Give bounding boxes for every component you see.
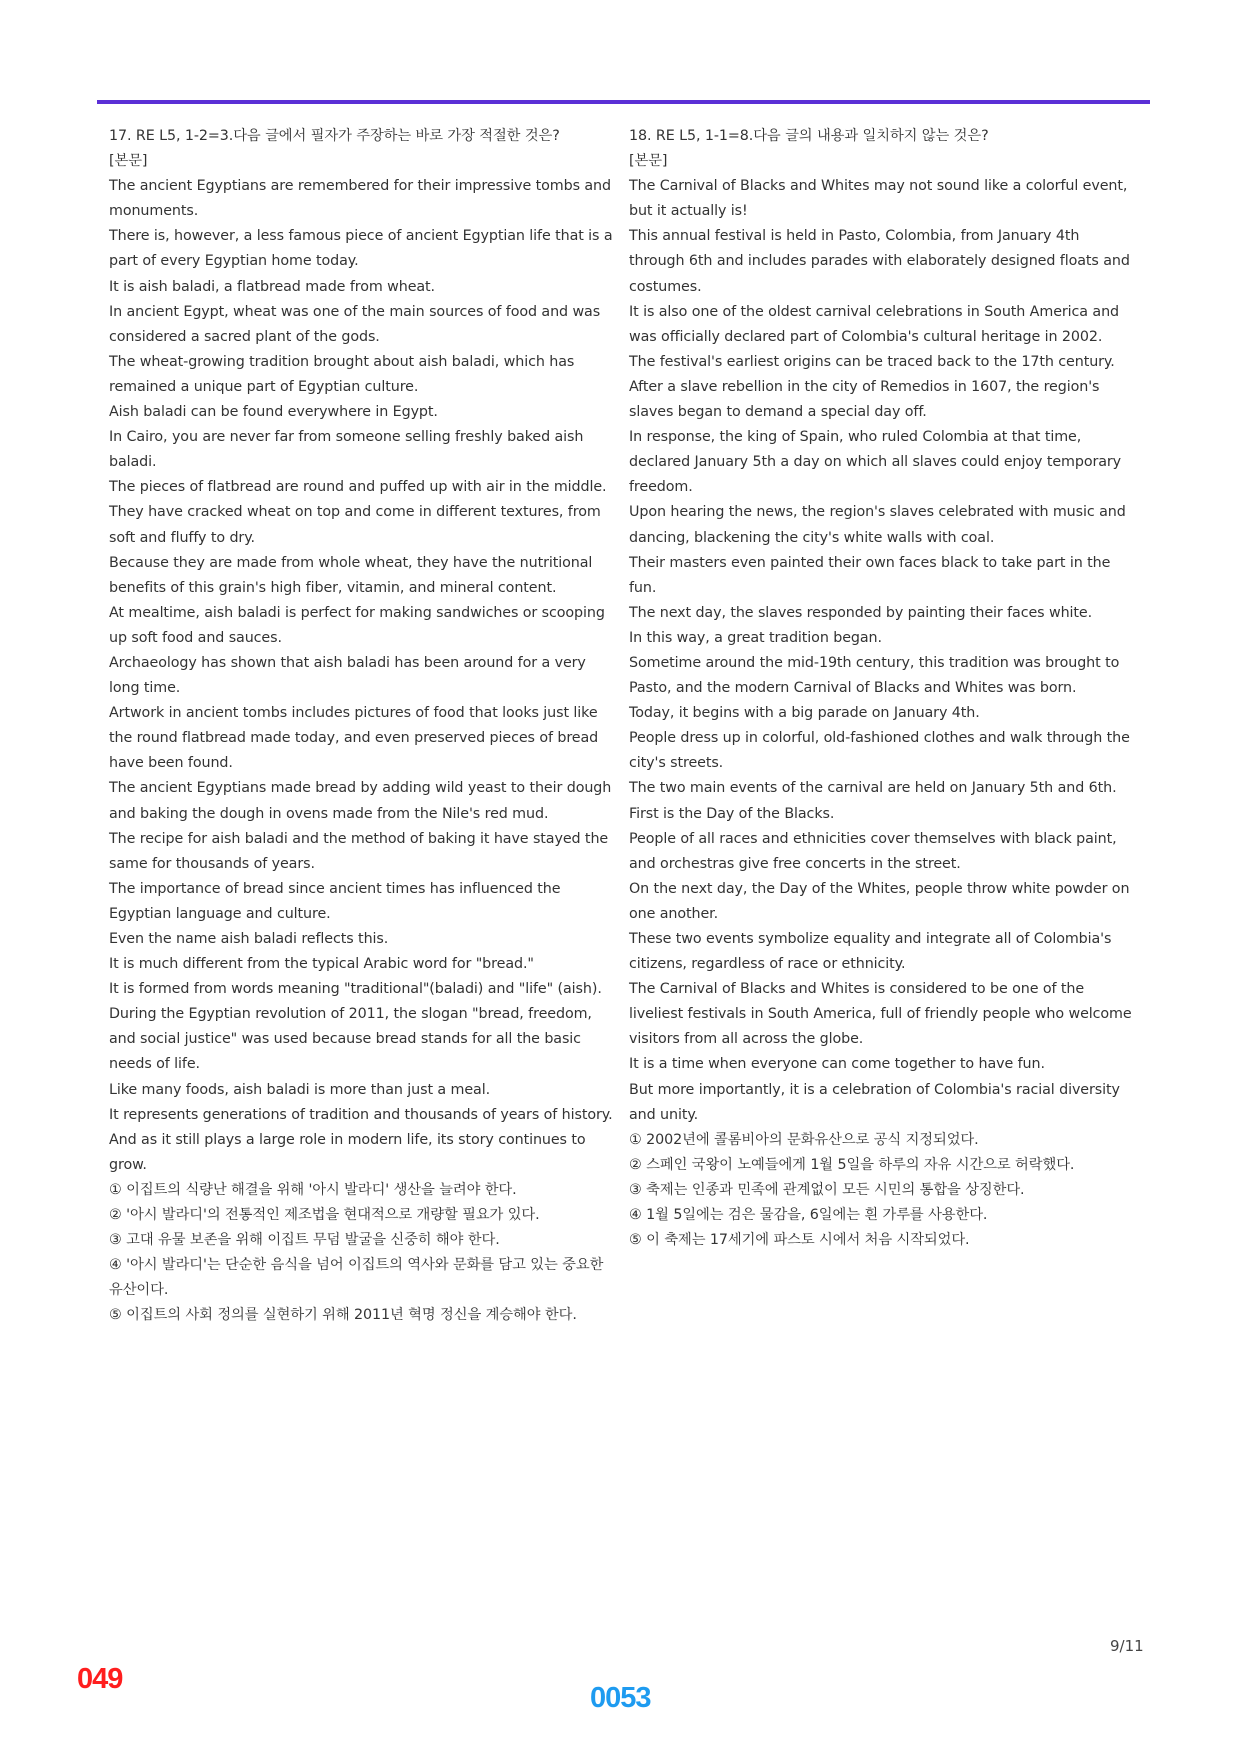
passage-line: The next day, the slaves responded by painting their faces white. — [629, 604, 1093, 621]
answer-option: ⑤ 이 축제는 17세기에 파스토 시에서 처음 시작되었다. — [629, 1232, 970, 1249]
passage-line: People dress up in colorful, old-fashioned clothes and walk through the city's streets. — [629, 730, 1130, 772]
question-17-header: 17. RE L5, 1-2=3.다음 글에서 필자가 주장하는 바로 가장 적절한 것은? — [109, 128, 560, 144]
question-17-options — [109, 1178, 617, 1329]
answer-option: ② '아시 발라디'의 전통적인 제조법을 현대적으로 개량할 필요가 있다. — [109, 1207, 540, 1224]
stamp-left: 049 — [77, 1663, 123, 1695]
answer-option: ④ '아시 발라디'는 단순한 음식을 넘어 이집트의 역사와 문화를 담고 있는 중요한 유산이다. — [109, 1257, 604, 1299]
question-17-passage — [109, 174, 617, 1178]
question-18-passage — [629, 174, 1139, 1128]
header-rule — [97, 100, 1150, 104]
passage-line: The ancient Egyptians are remembered for their impressive tombs and monuments. — [109, 178, 611, 220]
stamp-center: 0053 — [590, 1682, 651, 1714]
passage-line: The recipe for aish baladi and the method of baking it have stayed the same for thousands of years. — [109, 830, 609, 872]
question-18-label: [본문] — [629, 153, 668, 170]
passage-line: The wheat-growing tradition brought about aish baladi, which has remained a unique part of Egyptian culture. — [109, 353, 575, 395]
passage-line: The ancient Egyptians made bread by adding wild yeast to their dough and baking the dough in ovens made from the Nile's red mud. — [109, 780, 612, 822]
passage-line: This annual festival is held in Pasto, Colombia, from January 4th through 6th and includes parades with elaborately designed floats and costumes. — [629, 228, 1130, 295]
passage-line: It is much different from the typical Arabic word for "bread." — [109, 956, 534, 973]
passage-line: On the next day, the Day of the Whites, people throw white powder on one another. — [629, 880, 1130, 922]
answer-option: ① 이집트의 식량난 해결을 위해 '아시 발라디' 생산을 늘려야 한다. — [109, 1181, 517, 1198]
passage-line: Upon hearing the news, the region's slaves celebrated with music and dancing, blackening the city's white walls with coal. — [629, 504, 1126, 546]
passage-line: People of all races and ethnicities cover themselves with black paint, and orchestras give free concerts in the street. — [629, 830, 1117, 872]
question-18 — [629, 124, 1139, 1253]
passage-line: The two main events of the carnival are held on January 5th and 6th. — [629, 780, 1117, 797]
passage-line: There is, however, a less famous piece of ancient Egyptian life that is a part of every Egyptian home today. — [109, 228, 613, 270]
passage-line: In ancient Egypt, wheat was one of the main sources of food and was considered a sacred plant of the gods. — [109, 303, 601, 345]
passage-line: Because they are made from whole wheat, they have the nutritional benefits of this grain's high fiber, vitamin, and mineral content. — [109, 554, 593, 596]
passage-line: The Carnival of Blacks and Whites is considered to be one of the liveliest festivals in South America, full of friendly people who welcome visitors from all across the globe. — [629, 981, 1132, 1048]
passage-line: Their masters even painted their own faces black to take part in the fun. — [629, 554, 1111, 596]
passage-line: The importance of bread since ancient times has influenced the Egyptian language and culture. — [109, 880, 561, 922]
passage-line: Archaeology has shown that aish baladi has been around for a very long time. — [109, 654, 586, 697]
passage-line: The festival's earliest origins can be traced back to the 17th century. — [629, 353, 1115, 370]
passage-line: The pieces of flatbread are round and puffed up with air in the middle. — [109, 479, 607, 496]
passage-line: It is also one of the oldest carnival celebrations in South America and was officially declared part of Colombia's cultural heritage in 2002. — [629, 303, 1120, 345]
passage-line: In response, the king of Spain, who ruled Colombia at that time, declared January 5th a day on which all slaves could enjoy temporary freedom. — [629, 429, 1122, 496]
passage-line: After a slave rebellion in the city of Remedios in 1607, the region's slaves began to demand a special day off. — [629, 378, 1100, 421]
passage-line: But more importantly, it is a celebration of Colombia's racial diversity and unity. — [629, 1081, 1120, 1123]
question-17-label: [본문] — [109, 153, 148, 170]
passage-line: It is formed from words meaning "traditional"(baladi) and "life" (aish). — [109, 981, 602, 998]
page-number: 9/11 — [1110, 1637, 1144, 1655]
answer-option: ① 2002년에 콜롬비아의 문화유산으로 공식 지정되었다. — [629, 1131, 979, 1148]
question-18-options — [629, 1128, 1139, 1253]
passage-line: The Carnival of Blacks and Whites may not sound like a colorful event, but it actually is! — [629, 178, 1128, 220]
passage-line: They have cracked wheat on top and come in different textures, from soft and fluffy to dry. — [109, 504, 601, 546]
question-17 — [109, 124, 617, 1329]
passage-line: First is the Day of the Blacks. — [629, 805, 835, 822]
passage-line: Sometime around the mid-19th century, this tradition was brought to Pasto, and the modern Carnival of Blacks and Whites was born. — [629, 654, 1120, 697]
passage-line: These two events symbolize equality and integrate all of Colombia's citizens, regardless of race or ethnicity. — [629, 931, 1112, 973]
passage-line: It is a time when everyone can come together to have fun. — [629, 1056, 1045, 1073]
answer-option: ⑤ 이집트의 사회 정의를 실현하기 위해 2011년 혁명 정신을 계승해야 한다. — [109, 1307, 577, 1324]
passage-line: At mealtime, aish baladi is perfect for making sandwiches or scooping up soft food and sauces. — [109, 604, 605, 646]
passage-line: And as it still plays a large role in modern life, its story continues to grow. — [109, 1131, 586, 1173]
answer-option: ④ 1월 5일에는 검은 물감을, 6일에는 흰 가루를 사용한다. — [629, 1207, 988, 1224]
passage-line: In this way, a great tradition began. — [629, 629, 882, 646]
passage-line: It represents generations of tradition and thousands of years of history. — [109, 1106, 613, 1123]
passage-line: Artwork in ancient tombs includes pictures of food that looks just like the round flatbread made today, and even preserved pieces of bread have been found. — [109, 705, 599, 772]
passage-line: Today, it begins with a big parade on January 4th. — [629, 705, 980, 722]
passage-line: Like many foods, aish baladi is more than just a meal. — [109, 1081, 491, 1098]
passage-line: Even the name aish baladi reflects this. — [109, 931, 389, 947]
passage-line: In Cairo, you are never far from someone selling freshly baked aish baladi. — [109, 429, 584, 471]
answer-option: ② 스페인 국왕이 노예들에게 1월 5일을 하루의 자유 시간으로 허락했다. — [629, 1156, 1075, 1173]
passage-line: It is aish baladi, a flatbread made from wheat. — [109, 278, 435, 295]
question-18-header: 18. RE L5, 1-1=8.다음 글의 내용과 일치하지 않는 것은? — [629, 128, 989, 144]
answer-option: ③ 고대 유물 보존을 위해 이집트 무덤 발굴을 신중히 해야 한다. — [109, 1232, 500, 1249]
passage-line: During the Egyptian revolution of 2011, the slogan "bread, freedom, and social justice" was used because bread stands for all the basic needs of life. — [109, 1006, 592, 1073]
answer-option: ③ 축제는 인종과 민족에 관계없이 모든 시민의 통합을 상징한다. — [629, 1181, 1025, 1198]
passage-line: Aish baladi can be found everywhere in Egypt. — [109, 404, 438, 421]
